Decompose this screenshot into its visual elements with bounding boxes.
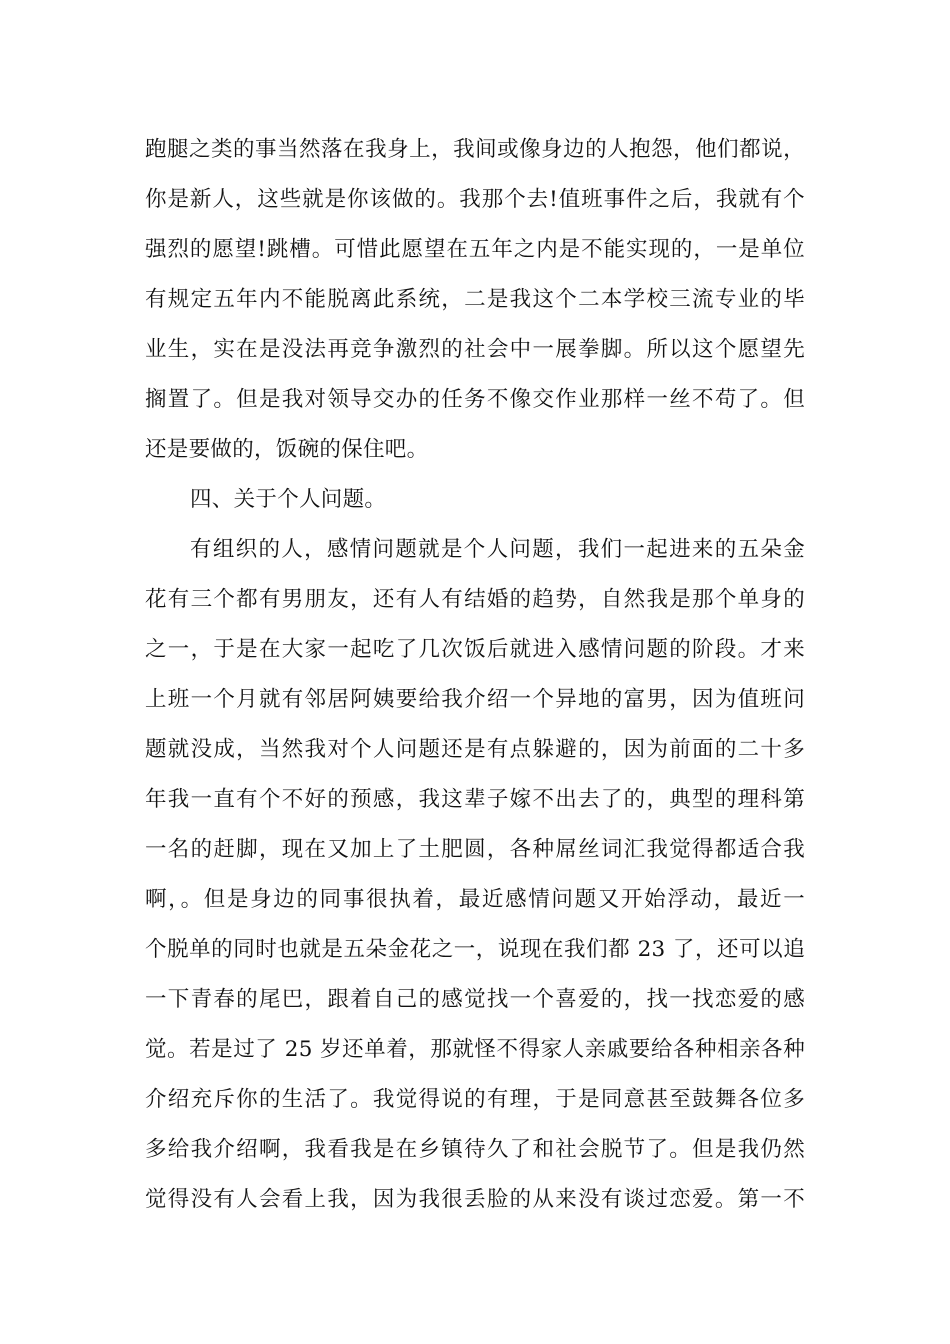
text-line: 介绍充斥你的生活了。我觉得说的有理，于是同意甚至鼓舞各位多 — [145, 1087, 805, 1112]
text-line: 你是新人，这些就是你该做的。我那个去!值班事件之后，我就有个 — [145, 187, 805, 212]
section-heading: 四、关于个人问题。 — [190, 487, 387, 512]
text-line: 觉。若是过了 25 岁还单着，那就怪不得家人亲戚要给各种相亲各种 — [145, 1037, 805, 1062]
text-line: 跑腿之类的事当然落在我身上，我间或像身边的人抱怨，他们都说， — [145, 137, 805, 162]
paragraph-first-line: 有组织的人，感情问题就是个人问题，我们一起进来的五朵金 — [190, 537, 805, 562]
paragraph-last-line: 还是要做的，饭碗的保住吧。 — [145, 437, 429, 462]
text-line: 搁置了。但是我对领导交办的任务不像交作业那样一丝不苟了。但 — [145, 387, 805, 412]
text-line: 个脱单的同时也就是五朵金花之一，说现在我们都 23 了，还可以追 — [145, 937, 805, 962]
text-line: 上班一个月就有邻居阿姨要给我介绍一个异地的富男，因为值班问 — [145, 687, 805, 712]
text-line: 有规定五年内不能脱离此系统，二是我这个二本学校三流专业的毕 — [145, 287, 805, 312]
text-line: 觉得没有人会看上我，因为我很丢脸的从来没有谈过恋爱。第一不 — [145, 1187, 805, 1212]
text-line: 业生，实在是没法再竞争激烈的社会中一展拳脚。所以这个愿望先 — [145, 337, 805, 362]
text-line: 一下青春的尾巴，跟着自己的感觉找一个喜爱的，找一找恋爱的感 — [145, 987, 805, 1012]
text-line: 多给我介绍啊，我看我是在乡镇待久了和社会脱节了。但是我仍然 — [145, 1137, 805, 1162]
text-line: 一名的赶脚，现在又加上了土肥圆，各种屌丝词汇我觉得都适合我 — [145, 837, 805, 862]
text-line: 花有三个都有男朋友，还有人有结婚的趋势，自然我是那个单身的 — [145, 587, 805, 612]
text-line: 题就没成，当然我对个人问题还是有点躲避的，因为前面的二十多 — [145, 737, 805, 762]
text-line: 强烈的愿望!跳槽。可惜此愿望在五年之内是不能实现的，一是单位 — [145, 237, 805, 262]
text-line: 年我一直有个不好的预感，我这辈子嫁不出去了的，典型的理科第 — [145, 787, 805, 812]
text-line: 之一，于是在大家一起吃了几次饭后就进入感情问题的阶段。才来 — [145, 637, 805, 662]
text-line: 啊，。但是身边的同事很执着，最近感情问题又开始浮动，最近一 — [145, 887, 805, 912]
